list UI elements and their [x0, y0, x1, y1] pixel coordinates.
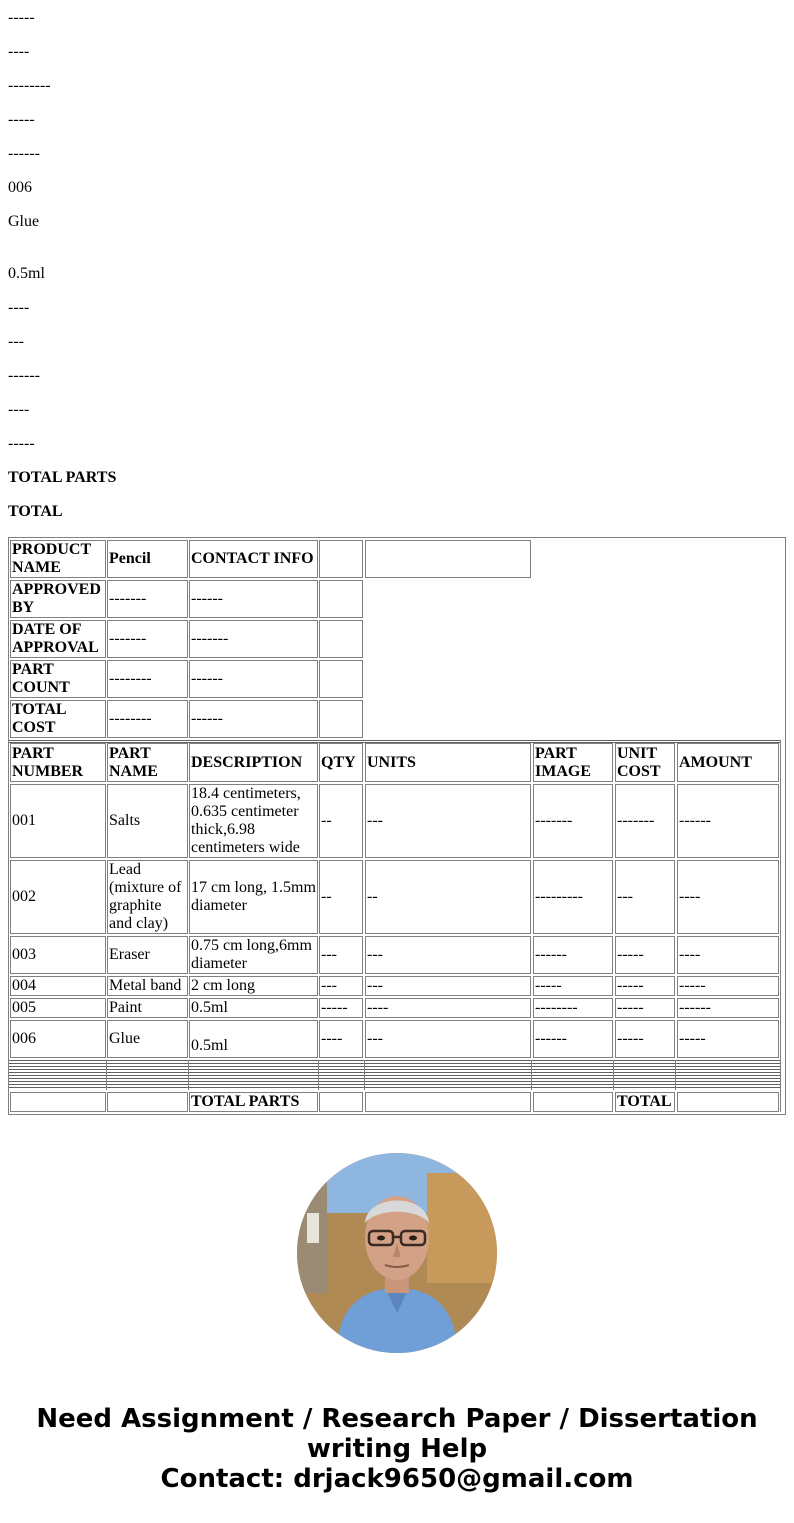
table-cell: --- — [365, 936, 531, 974]
table-cell: 004 — [10, 976, 106, 996]
table-cell: ----- — [615, 1020, 675, 1058]
table-cell: Lead (mixture of graphite and clay) — [107, 860, 188, 934]
table-cell: ---- — [677, 936, 779, 974]
table-cell: Glue — [107, 1020, 188, 1058]
column-header: UNITS — [365, 743, 531, 782]
column-header: PART IMAGE — [533, 743, 613, 782]
column-divider — [613, 1060, 614, 1090]
header-extra: ------ — [189, 700, 318, 738]
table-cell: 2 cm long — [189, 976, 318, 996]
table-cell: ---- — [319, 1020, 363, 1058]
table-cell: 005 — [10, 998, 106, 1018]
top-line: Glue — [8, 213, 40, 230]
column-divider — [675, 1060, 676, 1090]
table-cell: ------- — [533, 784, 613, 858]
table-cell: 002 — [10, 860, 106, 934]
table-cell: --- — [365, 784, 531, 858]
top-line: ------ — [8, 145, 40, 162]
column-divider — [188, 1060, 189, 1090]
header-empty-cell — [365, 540, 531, 578]
top-line: 0.5ml — [8, 265, 45, 282]
table-cell: --- — [319, 936, 363, 974]
table-cell — [365, 1092, 531, 1112]
table-cell: ------ — [677, 998, 779, 1018]
header-extra: ------ — [189, 580, 318, 618]
table-cell: Salts — [107, 784, 188, 858]
table-cell: ----- — [677, 976, 779, 996]
top-line: --- — [8, 333, 24, 350]
header-label: APPROVED BY — [10, 580, 106, 618]
summary-total-parts: TOTAL PARTS — [8, 469, 117, 486]
table-cell: 17 cm long, 1.5mm diameter — [189, 860, 318, 934]
header-extra: ------- — [189, 620, 318, 658]
table-cell: ------- — [615, 784, 675, 858]
header-empty-cell — [319, 700, 363, 738]
portrait-image — [297, 1153, 497, 1353]
footer-contact: Contact: drjack9650@gmail.com — [160, 1464, 634, 1494]
total-parts-label: TOTAL PARTS — [189, 1092, 318, 1112]
table-cell: ----- — [615, 998, 675, 1018]
column-header: QTY — [319, 743, 363, 782]
table-cell: --- — [319, 976, 363, 996]
header-value: -------- — [107, 700, 188, 738]
table-cell: Paint — [107, 998, 188, 1018]
footer-line-2: writing Help — [306, 1434, 488, 1464]
table-cell: --- — [365, 976, 531, 996]
top-line: ---- — [8, 401, 30, 418]
column-divider — [780, 740, 781, 1112]
table-cell — [107, 1092, 188, 1112]
table-cell: ----- — [677, 1020, 779, 1058]
table-cell: --------- — [533, 860, 613, 934]
table-cell: 18.4 centimeters, 0.635 centimeter thick,6.98 centimeters wide — [189, 784, 318, 858]
header-label: DATE OF APPROVAL — [10, 620, 106, 658]
table-cell: -------- — [533, 998, 613, 1018]
table-cell — [533, 1092, 613, 1112]
table-cell — [10, 1092, 106, 1112]
top-line: ------ — [8, 367, 40, 384]
top-line: ---- — [8, 43, 30, 60]
header-label: PART COUNT — [10, 660, 106, 698]
total-label: TOTAL — [615, 1092, 675, 1112]
table-cell: -- — [319, 784, 363, 858]
column-header: DESCRIPTION — [189, 743, 318, 782]
table-cell: 006 — [10, 1020, 106, 1058]
table-cell: ------ — [677, 784, 779, 858]
author-avatar — [297, 1153, 497, 1353]
table-cell: -- — [365, 860, 531, 934]
table-cell: ---- — [365, 998, 531, 1018]
column-header: UNIT COST — [615, 743, 675, 782]
column-header: PART NAME — [107, 743, 188, 782]
column-divider — [106, 1060, 107, 1090]
top-line: ---- — [8, 299, 30, 316]
column-divider — [364, 1060, 365, 1090]
table-cell: Metal band — [107, 976, 188, 996]
top-line: -------- — [8, 77, 51, 94]
top-line: ----- — [8, 111, 35, 128]
header-label: PRODUCT NAME — [10, 540, 106, 578]
header-empty-cell — [319, 580, 363, 618]
header-extra: ------ — [189, 660, 318, 698]
table-cell — [677, 1092, 779, 1112]
top-line: 006 — [8, 179, 32, 196]
table-cell: -- — [319, 860, 363, 934]
header-empty-cell — [319, 620, 363, 658]
table-cell: ------ — [533, 1020, 613, 1058]
top-line: ----- — [8, 9, 35, 26]
empty-rows-stack — [9, 1060, 780, 1090]
header-empty-cell — [319, 540, 363, 578]
table-cell: 0.75 cm long,6mm diameter — [189, 936, 318, 974]
header-value: ------- — [107, 580, 188, 618]
summary-total: TOTAL — [8, 503, 63, 520]
column-header: AMOUNT — [677, 743, 779, 782]
footer-line-1: Need Assignment / Research Paper / Dissertation — [36, 1404, 758, 1434]
table-cell: ----- — [615, 936, 675, 974]
header-extra: CONTACT INFO — [189, 540, 318, 578]
column-divider — [318, 1060, 319, 1090]
header-value: -------- — [107, 660, 188, 698]
header-value: Pencil — [107, 540, 188, 578]
header-label: TOTAL COST — [10, 700, 106, 738]
column-header: PART NUMBER — [10, 743, 106, 782]
table-cell — [319, 1092, 363, 1112]
table-cell: 0.5ml — [189, 1020, 318, 1058]
header-value: ------- — [107, 620, 188, 658]
table-cell: 001 — [10, 784, 106, 858]
top-line: ----- — [8, 435, 35, 452]
table-cell: 003 — [10, 936, 106, 974]
table-cell: --- — [615, 860, 675, 934]
table-cell: ------ — [533, 936, 613, 974]
table-cell: ----- — [615, 976, 675, 996]
column-divider — [531, 1060, 532, 1090]
table-cell: 0.5ml — [189, 998, 318, 1018]
table-cell: Eraser — [107, 936, 188, 974]
header-empty-cell — [319, 660, 363, 698]
table-cell: ----- — [319, 998, 363, 1018]
table-cell: --- — [365, 1020, 531, 1058]
table-cell: ---- — [677, 860, 779, 934]
table-cell: ----- — [533, 976, 613, 996]
